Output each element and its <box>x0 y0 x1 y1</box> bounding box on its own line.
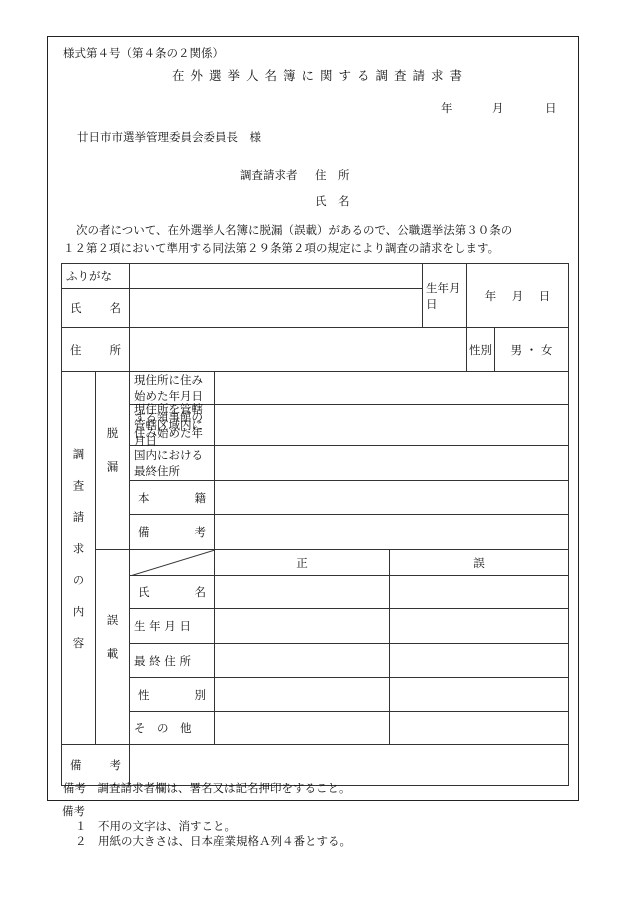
outer-note-1: １ 不用の文字は、消すこと。 <box>75 819 236 833</box>
d-row-4-label <box>130 481 215 515</box>
address-field[interactable] <box>130 328 467 372</box>
honseki-a: 本 <box>138 490 150 505</box>
goshi-label: 誤載 <box>96 550 130 745</box>
d-row-1-field[interactable] <box>215 372 569 405</box>
date-month: 月 <box>492 101 504 115</box>
furigana-field[interactable] <box>130 264 423 289</box>
g-row-4-wrong[interactable] <box>390 678 569 712</box>
requester-address-label: 住 所 <box>315 168 350 182</box>
d-row-3-label: 国内における最終住所 <box>130 446 215 481</box>
request-table <box>61 263 569 786</box>
jusho-label <box>62 328 130 372</box>
diagonal-line <box>130 550 215 576</box>
g-row-3-correct[interactable] <box>215 644 390 678</box>
outer-note-heading: 備考 <box>62 804 85 818</box>
d-biko-b: 考 <box>194 525 206 539</box>
sex-label: 性別 <box>467 328 495 372</box>
d-row-2-field[interactable] <box>215 405 569 446</box>
g-row-2-label: 生 年 月 日 <box>130 609 215 644</box>
shimei-label <box>62 289 130 328</box>
birth-year-label: 年 <box>484 288 497 303</box>
g-row-3-wrong[interactable] <box>390 644 569 678</box>
g-row-5-label: そ の 他 <box>130 712 215 745</box>
diagonal-header-cell <box>130 550 215 576</box>
sex-field[interactable]: 男 ・ 女 <box>495 328 569 372</box>
biko-b: 考 <box>109 758 121 772</box>
g-sex-b: 別 <box>194 687 206 702</box>
furigana-label: ふりがな <box>62 264 130 289</box>
d-biko-a: 備 <box>138 525 150 539</box>
shimei-b: 名 <box>109 301 121 315</box>
birth-day-label: 日 <box>538 288 551 303</box>
g-row-1-label <box>130 576 215 609</box>
g-row-2-wrong[interactable] <box>390 609 569 644</box>
jusho-a: 住 <box>70 342 82 357</box>
requester-name-label: 氏 名 <box>315 194 350 208</box>
d-row-3-field[interactable] <box>215 446 569 481</box>
g-row-5-correct[interactable] <box>215 712 390 745</box>
col-correct-header: 正 <box>215 550 390 576</box>
g-row-1-correct[interactable] <box>215 576 390 609</box>
g-row-4-correct[interactable] <box>215 678 390 712</box>
g-shimei-b: 名 <box>194 585 206 599</box>
g-row-2-correct[interactable] <box>215 609 390 644</box>
d-row-2-label: 現住所を管轄する領事館の管轄区域内に住み始めた年月日 <box>130 405 215 446</box>
birth-month-label: 月 <box>511 288 524 303</box>
g-row-1-wrong[interactable] <box>390 576 569 609</box>
addressee: 廿日市市選挙管理委員会委員長 様 <box>77 130 261 144</box>
g-row-5-wrong[interactable] <box>390 712 569 745</box>
birth-date-field[interactable] <box>467 264 569 328</box>
d-row-5-field[interactable] <box>215 515 569 550</box>
inner-note: 備考 調査請求者欄は、署名又は記名押印をすること。 <box>63 781 351 795</box>
intro-line-2: １２第２項において準用する同法第２９条第２項の規定により調査の請求をします。 <box>63 241 500 255</box>
shimei-a: 氏 <box>70 301 82 315</box>
date-day: 日 <box>545 101 557 115</box>
section-label: 調査請求の内容 <box>62 372 96 745</box>
form-number: 様式第４号（第４条の２関係） <box>63 46 224 60</box>
d-row-1-label: 現住所に住み始めた年月日 <box>130 372 215 405</box>
datsuro-label: 脱漏 <box>96 372 130 550</box>
jusho-b: 所 <box>109 342 121 357</box>
d-row-5-label <box>130 515 215 550</box>
d-row-4-field[interactable] <box>215 481 569 515</box>
biko-a: 備 <box>70 758 82 772</box>
g-row-3-label: 最 終 住 所 <box>130 644 215 678</box>
form-title: 在外選挙人名簿に関する調査請求書 <box>172 68 469 83</box>
date-year: 年 <box>441 101 453 115</box>
outer-note-2: ２ 用紙の大きさは、日本産業規格Ａ列４番とする。 <box>75 834 351 848</box>
honseki-b: 籍 <box>194 490 206 505</box>
g-sex-a: 性 <box>138 687 150 702</box>
g-row-4-label <box>130 678 215 712</box>
col-wrong-header: 誤 <box>390 550 569 576</box>
g-shimei-a: 氏 <box>138 585 150 599</box>
requester-label: 調査請求者 <box>240 168 298 182</box>
birth-label: 生年月日 <box>423 264 467 328</box>
intro-line-1: 次の者について、在外選挙人名簿に脱漏（誤載）があるので、公職選挙法第３０条の <box>76 223 513 237</box>
name-field[interactable] <box>130 289 423 328</box>
